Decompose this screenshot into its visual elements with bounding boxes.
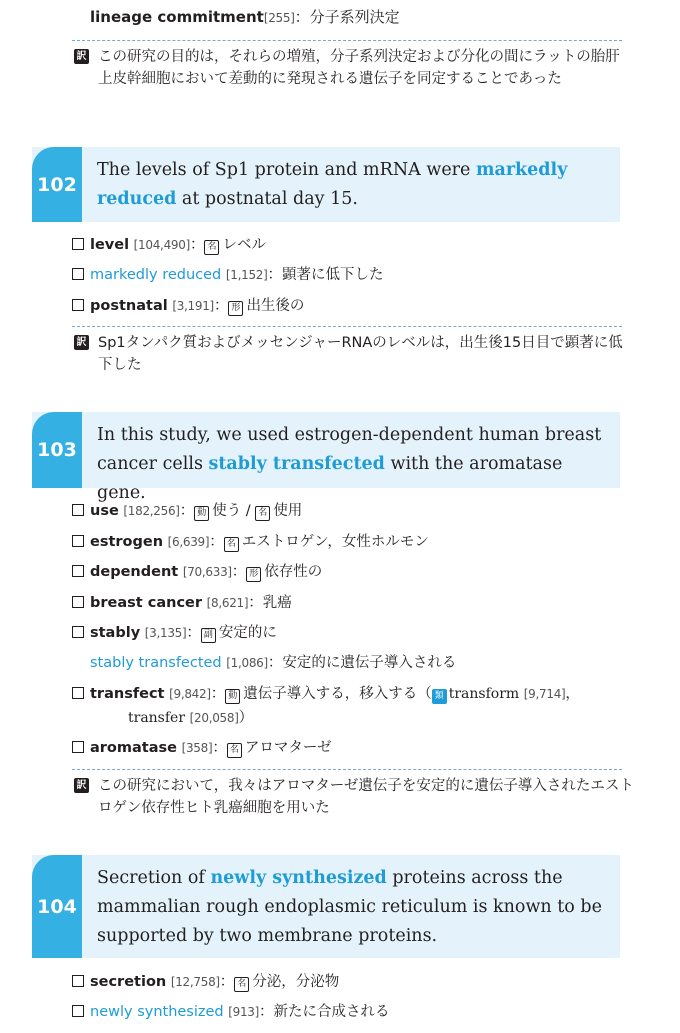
part-of-speech-icon: 形 [246, 567, 261, 582]
part-of-speech-icon: 動 [194, 506, 209, 521]
divider [72, 769, 622, 770]
sentence-text: Secretion of newly synthesized proteins across the mammalian rough endoplasmic reticulum is known to be supported by two membrane proteins. [97, 868, 602, 946]
vocab-term: level [90, 237, 130, 253]
vocab-term: estrogen [90, 534, 164, 550]
sentence-box-102 [32, 147, 620, 222]
translation-badge-icon: 訳 [74, 778, 89, 793]
vocab-item-aromatase: aromatase [358]： 名 アロマターゼ [72, 736, 332, 758]
vocab-item-dependent: dependent [70,633]： 形 依存性の [72, 560, 322, 582]
highlight-phrase: reduced [97, 189, 177, 209]
checkbox[interactable] [72, 268, 84, 280]
checkbox[interactable] [72, 975, 84, 987]
vocab-item-estrogen: estrogen [6,639]： 名 エストロゲン，女性ホルモン [72, 530, 429, 552]
part-of-speech-icon: 名 [227, 743, 242, 758]
checkbox[interactable] [72, 535, 84, 547]
checkbox[interactable] [72, 626, 84, 638]
vocab-item-use: use [182,256]： 動 使う / 名 使用 [72, 499, 302, 521]
checkbox[interactable] [72, 238, 84, 250]
part-of-speech-icon: 名 [234, 977, 249, 992]
checkbox[interactable] [72, 741, 84, 753]
checkbox[interactable] [72, 299, 84, 311]
highlight-phrase: stably transfected [208, 454, 385, 474]
part-of-speech-icon: 名 [224, 537, 239, 552]
vocab-term: stably [90, 625, 141, 641]
sentence-box-103 [32, 412, 620, 503]
checkbox[interactable] [72, 596, 84, 608]
vocab-term: dependent [90, 564, 179, 580]
sentence-number: 103 [32, 412, 82, 488]
vocab-term: breast cancer [90, 595, 203, 611]
translation-block [74, 46, 634, 90]
translation-text: この研究において，我々はアロマターゼ遺伝子を安定的に遺伝子導入されたエストロゲン依存性ヒト乳癌細胞を用いた [98, 778, 634, 816]
part-of-speech-icon: 動 [225, 689, 240, 704]
translation-badge-icon: 訳 [74, 49, 89, 64]
vocab-term: markedly reduced [90, 267, 222, 283]
vocab-item-level: level [104,490]： 名 レベル [72, 233, 266, 255]
translation-text: Sp1タンパク質およびメッセンジャーRNAのレベルは，出生後15日目で顕著に低下した [98, 335, 623, 373]
checkbox[interactable] [72, 504, 84, 516]
translation-block [74, 775, 634, 819]
part-of-speech-icon: 副 [201, 628, 216, 643]
sentence-text: The levels of Sp1 protein and mRNA were markedly reduced at postnatal day 15. [97, 160, 568, 209]
translation-block [74, 332, 634, 376]
vocab-term: lineage commitment [90, 8, 264, 26]
vocab-item-postnatal: postnatal [3,191]： 形 出生後の [72, 294, 304, 316]
vocab-item-markedly-reduced: markedly reduced [1,152]：顕著に低下した [72, 263, 384, 284]
checkbox[interactable] [72, 1005, 84, 1017]
synonym-icon: 類 [432, 689, 447, 704]
checkbox[interactable] [72, 687, 84, 699]
vocab-term: newly synthesized [90, 1004, 224, 1020]
vocab-meaning: ：分子系列決定 [294, 8, 400, 26]
vocab-item-secretion: secretion [12,758]： 名 分泌，分泌物 [72, 970, 339, 992]
divider [72, 40, 622, 41]
part-of-speech-icon: 名 [204, 240, 219, 255]
vocab-item-transfect: transfect [9,842]： 動 遺伝子導入する，移入する（ 類 transform [9,714]， [72, 682, 580, 704]
highlight-phrase: newly synthesized [210, 868, 387, 888]
vocab-item-lineage-commitment [90, 6, 400, 27]
sentence-number: 104 [32, 855, 82, 958]
sentence-box-104 [32, 855, 620, 958]
vocab-term: stably transfected [90, 655, 222, 671]
checkbox[interactable] [72, 565, 84, 577]
sentence-number: 102 [32, 147, 82, 222]
vocab-item-stably-transfected: stably transfected [1,086]：安定的に遺伝子導入される [90, 655, 457, 671]
vocab-item-stably: stably [3,135]： 副 安定的に [72, 621, 277, 643]
translation-text: この研究の目的は，それらの増殖，分子系列決定および分化の間にラットの胎肝上皮幹細胞において差動的に発現される遺伝子を同定することであった [98, 49, 620, 87]
vocab-item-newly-synthesized: newly synthesized [913]：新たに合成される [72, 1000, 390, 1021]
translation-badge-icon: 訳 [74, 335, 89, 350]
divider [72, 326, 622, 327]
part-of-speech-icon: 形 [228, 301, 243, 316]
highlight-phrase: markedly [475, 160, 568, 180]
vocab-item-transfect-continued: transfer [20,058]） [128, 710, 254, 726]
vocab-term: aromatase [90, 740, 177, 756]
vocab-term: secretion [90, 974, 167, 990]
vocab-term: transfect [90, 686, 165, 702]
part-of-speech-icon: 名 [255, 506, 270, 521]
vocab-term: postnatal [90, 298, 168, 314]
vocab-term: use [90, 503, 119, 519]
vocab-item-breast-cancer: breast cancer [8,621]：乳癌 [72, 591, 292, 612]
sentence-text: In this study, we used estrogen-dependent human breast cancer cells stably transfected with the aromatase gene. [97, 425, 602, 503]
vocab-frequency: [255] [263, 11, 295, 25]
